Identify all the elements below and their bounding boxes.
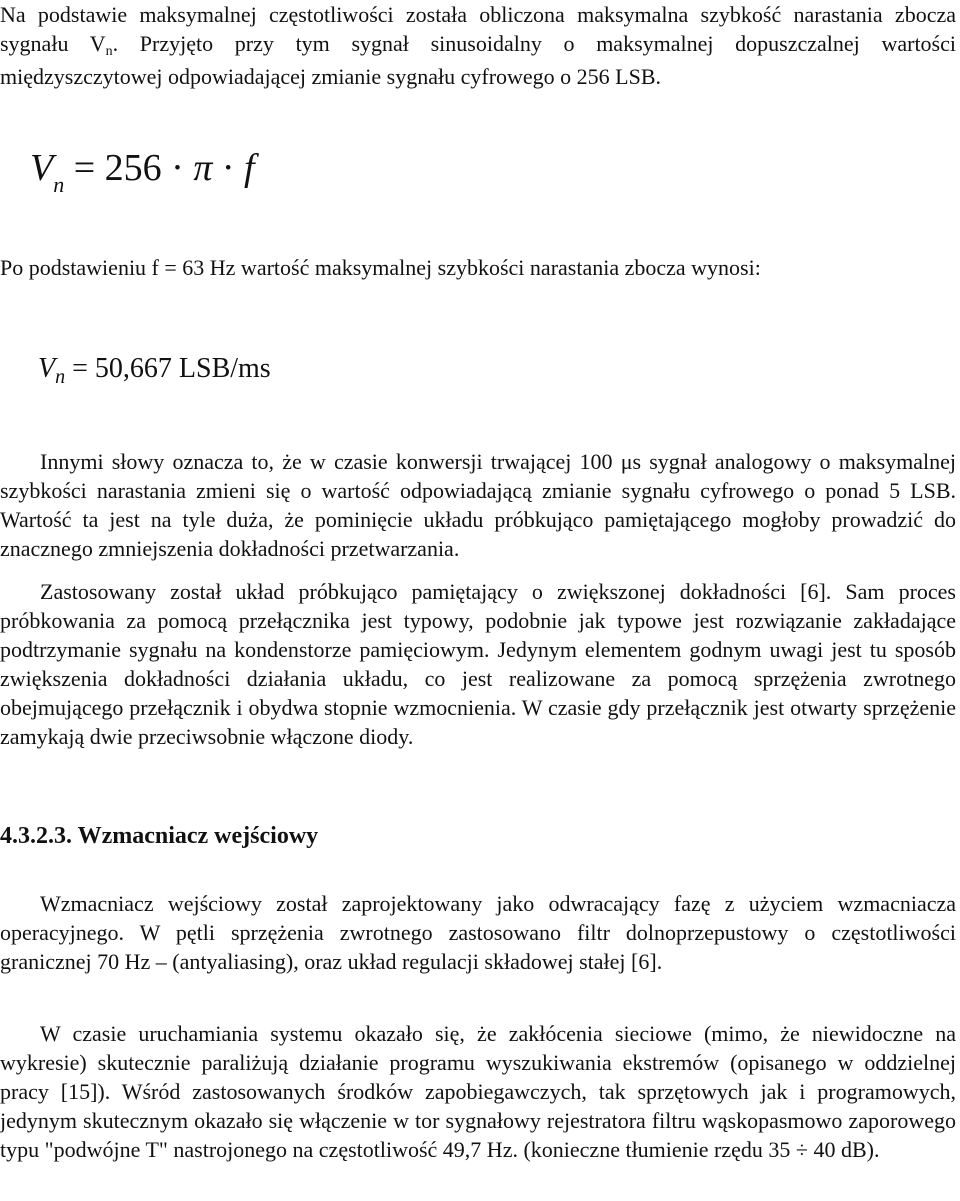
paragraph-mains-interference: W czasie uruchamiania systemu okazało się, że zakłócenia sieciowe (mimo, że niewidoczne na wykresie) skutecznie paraliżują działanie programu wyszukiwania ekstremów (opisanego w oddzielnej pracy [15]). Wśród zastosowanych środków zapobiegawczych, tak sprzętowych jak i programowych, jedynym skutecznym okazało się włączenie w tor sygnałowy rejestratora filtru wąskopasmowo zaporowego typu "podwójne T" nastrojonego na częstotliwość 49,7 Hz. (konieczne tłumienie rzędu 35 ÷ 40 dB).	[0, 1021, 956, 1162]
paragraph-conversion-explanation: Innymi słowy oznacza to, że w czasie konwersji trwającej 100 μs sygnał analogowy o maksymalnej szybkości narastania zmieni się o wartość odpowiadającą zmianie sygnału cyfrowego o ponad 5 LSB. Wartość ta jest na tyle duża, że pominięcie układu próbkująco pamiętającego mogłoby prowadzić do znacznego zmniejszenia dokładności przetwarzania.	[0, 449, 956, 561]
paragraph-substitution: Po podstawieniu f = 63 Hz wartość maksymalnej szybkości narastania zbocza wynosi:	[0, 255, 761, 280]
paragraph-input-amplifier: Wzmacniacz wejściowy został zaprojektowany jako odwracający fazę z użyciem wzmacniacza operacyjnego. W pętli sprzężenia zwrotnego zastosowano filtr dolnoprzepustowy o częstotliwości granicznej 70 Hz – (antyaliasing), oraz układ regulacji składowej stałej [6].	[0, 891, 956, 974]
equation-pi: π	[193, 147, 213, 189]
equation-dot: ·	[212, 147, 245, 189]
equation-slew-rate-result	[38, 353, 271, 387]
section-heading: 4.3.2.3. Wzmacniacz wejściowy	[0, 823, 319, 849]
paragraph-slew-rate-intro	[0, 0, 956, 91]
equation-rhs: = 256 ·	[64, 147, 194, 189]
equation-rhs: = 50,667 LSB/ms	[65, 353, 271, 384]
text: . Przyjęto przy tym sygnał sinusoidalny o maksymalnej dopuszczalnej wartości międzyszczytowej odpowiadającej zmianie sygnału cyfrowego o 256 LSB.	[0, 31, 956, 89]
equation-subscript: n	[55, 366, 66, 388]
equation-slew-rate-formula	[30, 147, 255, 197]
equation-variable: V	[38, 353, 56, 384]
text: Na podstawie maksymalnej częstotliwości została obliczona maksymalna szybkość narastania zbocza sygnału V	[0, 2, 956, 56]
subscript: n	[105, 44, 113, 59]
equation-variable: V	[30, 147, 54, 189]
equation-frequency: f	[244, 147, 255, 189]
equation-subscript: n	[53, 172, 65, 197]
paragraph-sample-hold: Zastosowany został układ próbkująco pamiętający o zwiększonej dokładności [6]. Sam proces próbkowania za pomocą przełącznika jest typowy, podobnie jak typowe jest rozwiązanie zakładające podtrzymanie sygnału na kondenstorze pamięciowym. Jedynym elementem godnym uwagi jest tu sposób zwiększenia dokładności działania układu, co jest realizowane za pomocą sprzężenia zwrotnego obejmującego przełącznik i obydwa stopnie wzmocnienia. W czasie gdy przełącznik jest otwarty sprzężenie zamykają dwie przeciwsobnie włączone diody.	[0, 579, 956, 749]
